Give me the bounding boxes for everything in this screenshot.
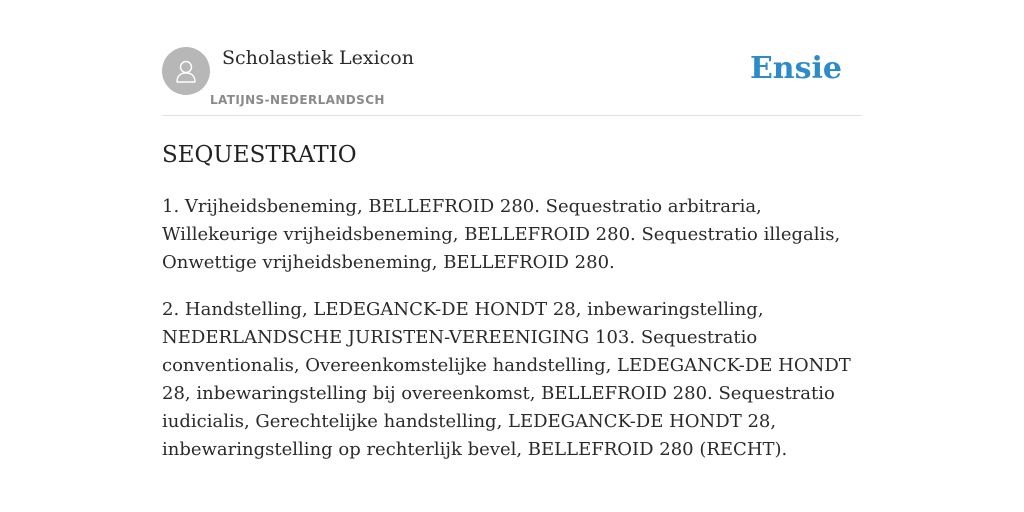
user-icon [171,56,201,86]
source-header [162,0,862,116]
entry-term: SEQUESTRATIO [162,142,357,168]
definition-2: 2. Handstelling, LEDEGANCK-DE HONDT 28, inbewaringstelling, NEDERLANDSCHE JURISTEN-VEREENIGING 103. Sequestratio conventionalis, Overeenkomstelijke handstelling, LEDEGANCK-DE HONDT 28, inbewaringstelling bij overeenkomst, BELLEFROID 280. Sequestratio iudicialis, Gerechtelijke handstelling, LEDEGANCK-DE HONDT 28, inbewaringstelling op rechterlijk bevel, BELLEFROID 280 (RECHT). [162,299,851,460]
source-avatar[interactable] [162,47,210,95]
entry-card [162,0,862,464]
ensie-logo[interactable]: Ensie [749,51,842,86]
definition-1: 1. Vrijheidsbeneming, BELLEFROID 280. Sequestratio arbitraria, Willekeurige vrijheidsbeneming, BELLEFROID 280. Sequestratio illegalis, Onwettige vrijheidsbeneming, BELLEFROID 280. [162,196,841,273]
source-subtitle: LATIJNS-NEDERLANDSCH [210,93,385,107]
source-name-link[interactable]: Scholastiek Lexicon [222,47,414,69]
